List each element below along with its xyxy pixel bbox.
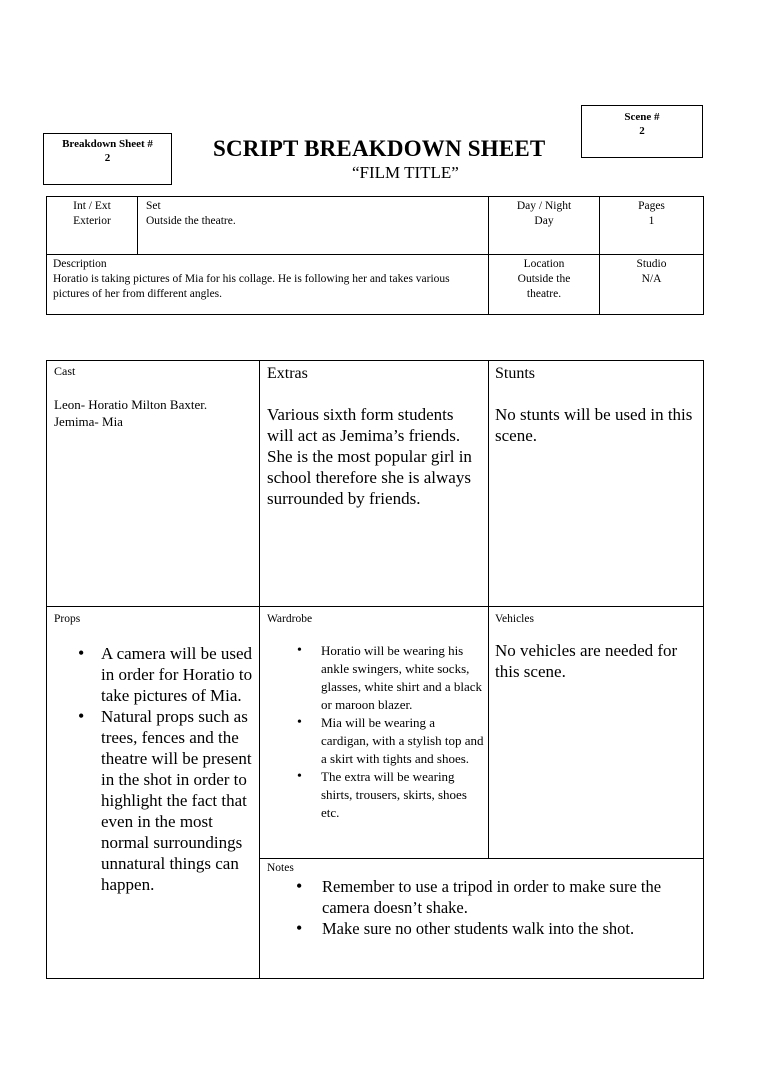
cast-cell — [54, 364, 254, 430]
location-label: Location — [523, 258, 565, 270]
notes-cell — [267, 861, 699, 939]
props-label: Props — [54, 613, 81, 625]
scene-number: 2 — [639, 125, 645, 137]
set-label: Set — [146, 200, 161, 212]
scene-label: Scene # — [624, 111, 660, 123]
notes-list — [267, 876, 699, 939]
header-divider — [46, 254, 704, 255]
extras-cell — [267, 363, 482, 509]
int-ext-value: Exterior — [73, 215, 111, 227]
description-cell — [53, 257, 483, 302]
studio-label: Studio — [636, 258, 667, 270]
studio-cell — [600, 257, 703, 287]
pages-value: 1 — [648, 215, 655, 227]
vehicles-cell — [495, 612, 700, 682]
extras-label: Extras — [267, 365, 308, 382]
location-cell — [489, 257, 599, 302]
props-cell — [54, 612, 257, 895]
studio-value: N/A — [641, 273, 662, 285]
location-line1: Outside the — [517, 273, 571, 285]
extras-text: Various sixth form students will act as Jemima’s friends. She is the most popular girl in school therefore she is always surrounded by friends. — [267, 405, 472, 508]
vehicles-label: Vehicles — [495, 613, 534, 625]
grid-col-divider — [259, 360, 260, 979]
stunts-label: Stunts — [495, 365, 536, 382]
wardrobe-cell — [267, 612, 485, 822]
props-item: • A camera will be used in order for Horatio to take pictures of Mia. — [54, 643, 257, 706]
wardrobe-label: Wardrobe — [267, 613, 313, 625]
notes-label: Notes — [267, 862, 294, 874]
notes-divider — [259, 858, 704, 859]
scene-number-box — [581, 105, 703, 158]
breakdown-sheet-number-box — [43, 133, 172, 185]
int-ext-cell — [47, 199, 137, 229]
cast-label: Cast — [54, 364, 76, 378]
notes-item: • Remember to use a tripod in order to make sure the camera doesn’t shake. — [267, 876, 699, 918]
day-night-value: Day — [534, 215, 554, 227]
vehicles-text: No vehicles are needed for this scene. — [495, 641, 678, 681]
cast-member: Jemima- Mia — [54, 414, 123, 429]
location-line2: theatre. — [526, 288, 562, 300]
cast-member: Leon- Horatio Milton Baxter. — [54, 397, 208, 412]
breakdown-sheet-label: Breakdown Sheet # — [62, 138, 153, 150]
description-label: Description — [53, 258, 107, 270]
stunts-cell — [495, 363, 695, 446]
breakdown-sheet-number: 2 — [104, 152, 111, 164]
film-title: “FILM TITLE” — [352, 163, 459, 182]
header-col-divider — [137, 196, 138, 255]
props-item: • Natural props such as trees, fences and the theatre will be present in the shot in order to highlight the fact that even in the most normal surroundings unnatural things can happen. — [54, 706, 257, 895]
props-list — [54, 643, 257, 895]
stunts-text: No stunts will be used in this scene. — [495, 405, 693, 445]
pages-label: Pages — [638, 200, 665, 212]
wardrobe-list — [267, 642, 485, 822]
wardrobe-item: • Mia will be wearing a cardigan, with a stylish top and a skirt with tights and shoes. — [267, 714, 485, 768]
description-value: Horatio is taking pictures of Mia for his collage. He is following her and takes various pictures of her from different angles. — [53, 273, 450, 300]
day-night-cell — [489, 199, 599, 229]
grid-col-divider — [488, 360, 489, 859]
int-ext-label: Int / Ext — [73, 200, 111, 212]
pages-cell — [600, 199, 703, 229]
set-cell — [146, 199, 476, 229]
grid-row-divider — [46, 606, 704, 607]
wardrobe-item: • Horatio will be wearing his ankle swingers, white socks, glasses, white shirt and a black or maroon blazer. — [267, 642, 485, 714]
set-value: Outside the theatre. — [146, 215, 236, 227]
page-title: SCRIPT BREAKDOWN SHEET — [213, 136, 546, 161]
notes-item: • Make sure no other students walk into the shot. — [267, 918, 699, 939]
wardrobe-item: • The extra will be wearing shirts, trousers, skirts, shoes etc. — [267, 768, 485, 822]
day-night-label: Day / Night — [516, 200, 572, 212]
